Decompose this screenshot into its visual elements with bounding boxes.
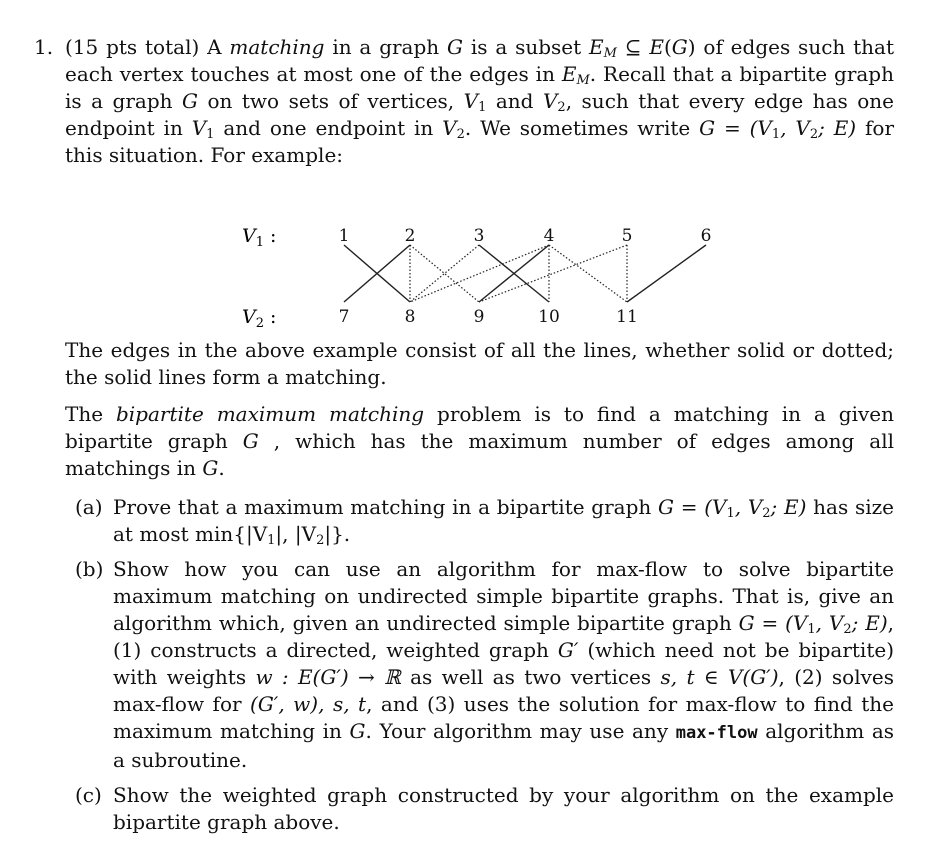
math-var: G	[202, 456, 219, 480]
subpart-c-text: Show the weighted graph constructed by your algorithm on the example bipartite graph above.	[113, 783, 894, 834]
math-var: V	[191, 116, 207, 140]
bipartite-graph-figure	[34, 181, 894, 331]
math-sub: M	[603, 46, 617, 61]
math-var: V	[463, 89, 479, 113]
subpart-b	[75, 556, 894, 774]
intro-text: for this situation. For example:	[65, 116, 895, 167]
math-sub: 1	[771, 127, 781, 142]
problem-block	[34, 34, 894, 844]
math-op: ⊆	[616, 35, 650, 59]
code-max-flow: max-flow	[675, 723, 758, 743]
dotted-edge-5-9	[479, 245, 627, 302]
math-var: E	[589, 35, 604, 59]
intro-text: A	[207, 35, 230, 59]
vertex-label-7: 7	[338, 307, 350, 327]
bmm-text: , which has the maximum number of edges among all matchings in	[65, 429, 894, 480]
subparts-list	[75, 494, 894, 836]
subpart-a	[75, 494, 894, 548]
math-var: V	[542, 89, 558, 113]
math-sub: M	[576, 73, 590, 88]
intro-text: . Recall that a bipartite graph is a graph	[65, 62, 894, 113]
subpart-c	[75, 782, 894, 836]
math-var: G	[671, 35, 688, 59]
dotted-edge-3-8	[410, 245, 479, 302]
vertex-label-6: 6	[700, 226, 712, 246]
bmm-text: The	[65, 402, 116, 426]
intro-text: and	[486, 89, 543, 113]
points-label: (15 pts total)	[65, 35, 200, 59]
math-sub: 2	[809, 127, 819, 142]
vertex-label-1: 1	[338, 226, 350, 246]
problem-intro	[65, 34, 894, 169]
bmm-text: problem is to find a matching in a given bipartite graph	[65, 402, 894, 453]
bipartite-graph	[34, 181, 894, 331]
bmm-paragraph	[65, 401, 894, 482]
math-var: E	[561, 62, 577, 86]
intro-text: ) of edges such that each vertex touches at most one of the edges in	[65, 35, 894, 86]
math-expr: G = (V	[699, 116, 772, 140]
term-matching: matching	[229, 35, 325, 59]
math-var: G	[447, 35, 463, 59]
edges-layer	[344, 245, 706, 302]
intro-text: . We sometimes write	[464, 116, 700, 140]
math-var: V	[442, 116, 457, 140]
vertex-label-9: 9	[473, 307, 485, 327]
vertex-layer	[339, 226, 712, 327]
math-sub: 2	[456, 127, 465, 142]
vertex-label-2: 2	[404, 226, 416, 246]
math-op: (	[663, 35, 672, 59]
vertex-label-5: 5	[621, 226, 633, 246]
math-expr: , V	[780, 116, 810, 140]
math-var: E	[649, 35, 664, 59]
subpart-c-label: (c)	[75, 783, 102, 807]
problem-header	[34, 34, 894, 169]
subpart-b-text: Show how you can use an algorithm for max-flow to solve bipartite maximum matching on undirected simple bipartite graphs. That is, give an algorithm which, given an undirected simple bipartite graph $G = (V_1$, $V_2$; E), (1) constructs a directed, weighted graph G′ (which need not be bipartite) with weights w : E(G′) → ℝ as well as two vertices s, t ∈ V(G′), (2) solves max-flow for (G′, w), s, t, and (3) uses the solution for max-flow to find the maximum matching in G. Your algorithm may use any max-flow algorithm as a subroutine.	[113, 557, 895, 772]
intro-text: , such that every edge has one endpoint in	[65, 89, 894, 140]
bmm-text: .	[218, 456, 225, 480]
solid-edge-6-11	[627, 245, 706, 302]
vertex-label-11: 11	[616, 307, 638, 327]
v2-side-label: $V_2$ :	[242, 306, 277, 331]
math-var: G	[242, 429, 259, 453]
math-sub: 1	[478, 100, 487, 115]
dotted-edge-4-8	[410, 245, 549, 302]
subpart-b-label: (b)	[75, 557, 104, 581]
intro-text: in a graph	[324, 35, 447, 59]
problem-number: 1.	[34, 35, 54, 59]
vertex-label-4: 4	[543, 226, 555, 246]
math-sub: 1	[206, 127, 215, 142]
subpart-a-text: Prove that a maximum matching in a bipartite graph $G = (V_1$, $V_2$; E) has size at most $\min\{|V_1|$, $|V_2|$}.	[113, 495, 894, 548]
dotted-edge-4-11	[549, 245, 627, 302]
edges-note-paragraph: The edges in the above example consist of all the lines, whether solid or dotted; the solid lines form a matching.	[65, 338, 894, 389]
intro-text: and one endpoint in	[214, 116, 443, 140]
intro-text: on two sets of vertices,	[198, 89, 464, 113]
math-expr: ; E)	[818, 116, 857, 140]
intro-text: is a subset	[462, 35, 589, 59]
vertex-label-10: 10	[538, 307, 560, 327]
vertex-label-8: 8	[404, 307, 416, 327]
subpart-a-label: (a)	[75, 495, 103, 519]
v1-side-label: $V_1$ :	[242, 225, 277, 250]
math-var: G	[182, 89, 198, 113]
dotted-edge-2-9	[410, 245, 479, 302]
math-sub: 2	[557, 100, 566, 115]
vertex-label-3: 3	[473, 226, 485, 246]
term-bmm: bipartite maximum matching	[115, 402, 425, 426]
